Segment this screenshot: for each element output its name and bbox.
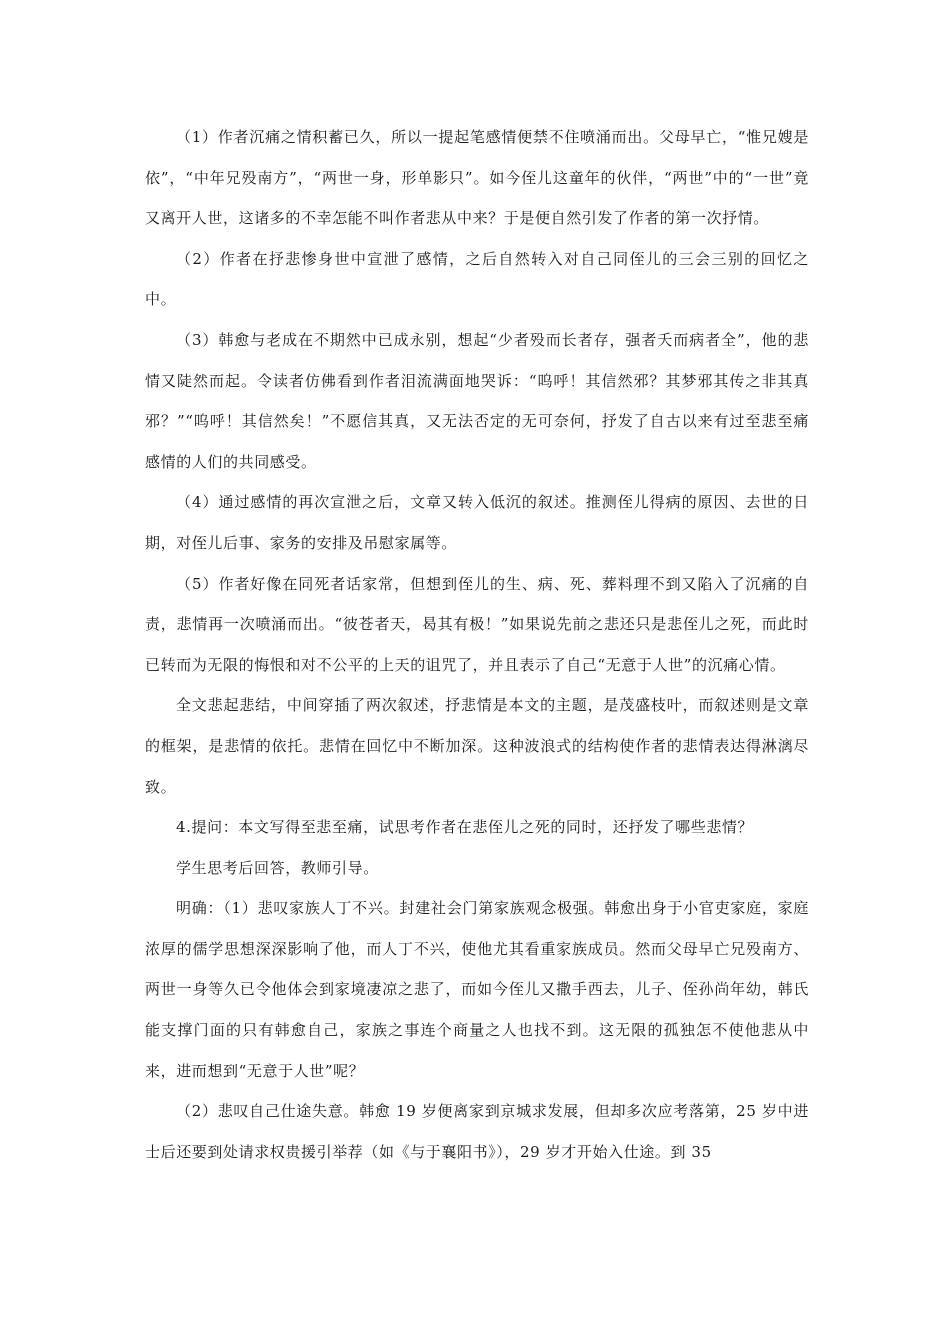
paragraph-1: （1）作者沉痛之情积蓄已久，所以一提起笔感情便禁不住喷涌而出。父母早亡，“惟兄嫂是依”，“中年兄殁南方”，“两世一身，形单影只”。如今侄儿这童年的伙伴，“两世”中的“一世”竟又离开人世，这诸多的不幸怎能不叫作者悲从中来？于是便自然引发了作者的第一次抒情。	[145, 128, 809, 228]
paragraph-answer-2: （2）悲叹自己仕途失意。韩愈 19 岁便离家到京城求发展，但却多次应考落第，25 岁中进士后还要到处请求权贵援引举荐（如《与于襄阳书》），29 岁才开始入仕途。到 35	[145, 1102, 809, 1161]
paragraph-5: （5）作者好像在同死者话家常，但想到侄儿的生、病、死、葬料理不到又陷入了沉痛的自责，悲情再一次喷涌而出。“彼苍者天，曷其有极！”如果说先前之悲还只是悲侄儿之死，而此时已转而为无限的悔恨和对不公平的上天的诅咒了，并且表示了自己“无意于人世”的沉痛心情。	[145, 574, 809, 674]
paragraph-2: （2）作者在抒悲惨身世中宣泄了感情，之后自然转入对自己同侄儿的三会三别的回忆之中。	[145, 249, 809, 309]
paragraph-instruction: 学生思考后回答，教师引导。	[176, 858, 379, 877]
paragraph-question: 4.提问：本文写得至悲至痛，试思考作者在悲侄儿之死的同时，还抒发了哪些悲情？	[176, 818, 754, 837]
paragraph-4: （4）通过感情的再次宣泄之后，文章又转入低沉的叙述。推测侄儿得病的原因、去世的日期，对侄儿后事、家务的安排及吊慰家属等。	[145, 493, 809, 552]
body-text	[145, 117, 809, 1172]
paragraph-3: （3）韩愈与老成在不期然中已成永别，想起“少者殁而长者存，强者夭而病者全”，他的悲情又陡然而起。令读者仿佛看到作者泪流满面地哭诉：“呜呼！其信然邪？其梦邪其传之非其真邪？”“呜呼！其信然矣！”不愿信其真，又无法否定的无可奈何，抒发了自古以来有过至悲至痛感情的人们的共同感受。	[145, 330, 809, 471]
paragraph-summary: 全文悲起悲结，中间穿插了两次叙述，抒悲情是本文的主题，是茂盛枝叶，而叙述则是文章的框架，是悲情的依托。悲情在回忆中不断加深。这种波浪式的结构使作者的悲情表达得淋漓尽致。	[145, 696, 809, 796]
paragraph-answer-1: 明确：（1）悲叹家族人丁不兴。封建社会门第家族观念极强。韩愈出身于小官吏家庭，家庭浓厚的儒学思想深深影响了他，而人丁不兴，使他尤其看重家族成员。然而父母早亡兄殁南方、两世一身等久已令他体会到家境凄凉之悲了，而如今侄儿又撒手西去，儿子、侄孙尚年幼，韩氏能支撑门面的只有韩愈自己，家族之事连个商量之人也找不到。这无限的孤独怎不使他悲从中来，进而想到“无意于人世”呢？	[145, 899, 809, 1080]
